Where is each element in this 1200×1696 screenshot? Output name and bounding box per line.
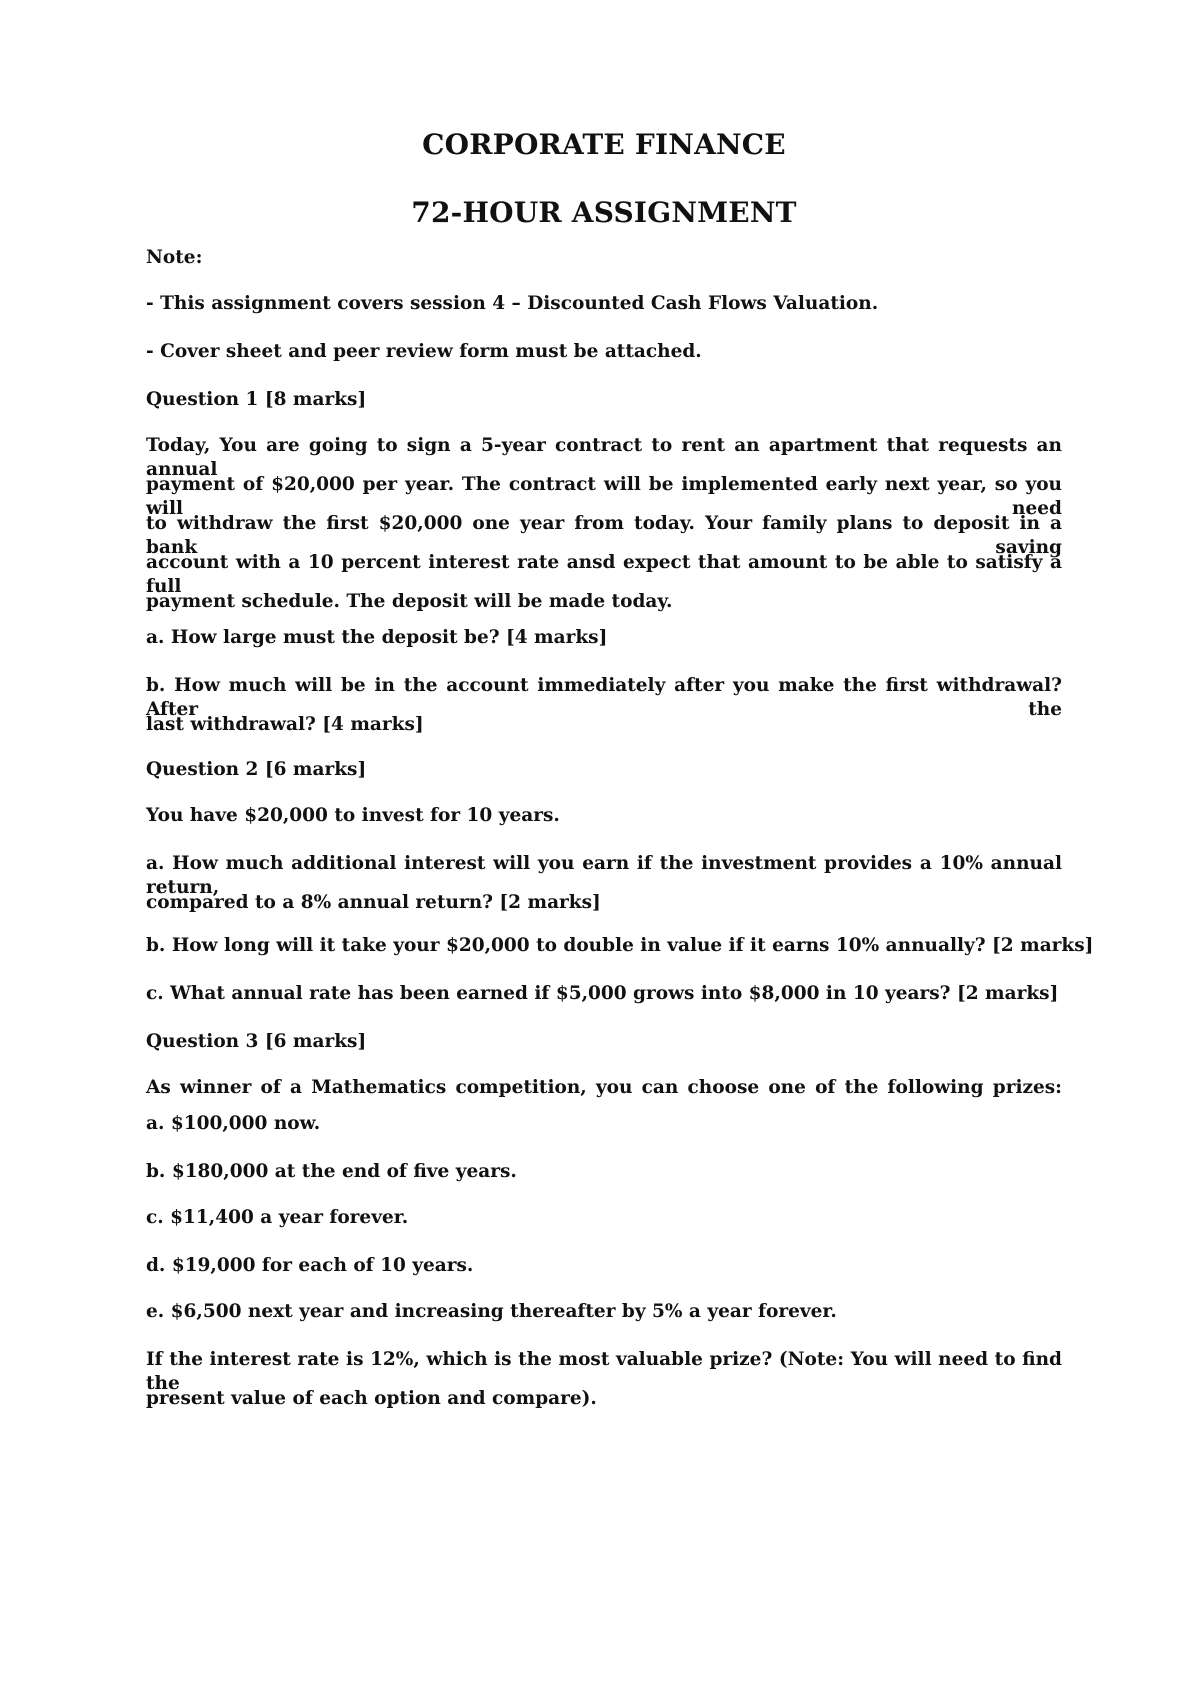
document-title: CORPORATE FINANCE bbox=[422, 128, 786, 161]
question-2-part-c: c. What annual rate has been earned if $5,000 grows into $8,000 in 10 years? [2 marks] bbox=[146, 983, 1059, 1004]
note-label: Note: bbox=[146, 247, 203, 268]
prize-option: d. $19,000 for each of 10 years. bbox=[146, 1255, 474, 1276]
question-3-question-line: present value of each option and compare). bbox=[146, 1388, 597, 1409]
prize-option: c. $11,400 a year forever. bbox=[146, 1207, 409, 1228]
question-1-body-line: payment schedule. The deposit will be made today. bbox=[146, 591, 673, 612]
question-2-part-a bbox=[146, 852, 1062, 930]
prize-option: b. $180,000 at the end of five years. bbox=[146, 1161, 517, 1182]
question-3-question bbox=[146, 1348, 1062, 1426]
question-1-part-a: a. How large must the deposit be? [4 marks] bbox=[146, 627, 608, 648]
document-subtitle: 72-HOUR ASSIGNMENT bbox=[411, 196, 797, 229]
question-2-heading: Question 2 [6 marks] bbox=[146, 759, 367, 780]
prize-option: a. $100,000 now. bbox=[146, 1113, 321, 1134]
question-3-intro-line: As winner of a Mathematics competition, you can choose one of the following prizes: bbox=[146, 1077, 1062, 1098]
question-1-part-b-line: last withdrawal? [4 marks] bbox=[146, 714, 424, 735]
question-1-body-line: payment of $20,000 per year. The contract will be implemented early next year, so you will need bbox=[146, 474, 1062, 519]
question-3-question-line: If the interest rate is 12%, which is the most valuable prize? (Note: You will need to find the bbox=[146, 1349, 1062, 1394]
question-1-body bbox=[146, 434, 1062, 629]
question-1-body-line: to withdraw the first $20,000 one year from today. Your family plans to deposit in a bank saving bbox=[146, 513, 1062, 558]
question-1-heading: Question 1 [8 marks] bbox=[146, 389, 367, 410]
note-line: - Cover sheet and peer review form must be attached. bbox=[146, 341, 702, 362]
question-2-part-a-line: a. How much additional interest will you earn if the investment provides a 10% annual return, bbox=[146, 853, 1062, 898]
question-2-part-a-line: compared to a 8% annual return? [2 marks] bbox=[146, 892, 601, 913]
question-1-part-b bbox=[146, 674, 1062, 752]
question-1-part-b-line: b. How much will be in the account immediately after you make the first withdrawal? After the bbox=[146, 675, 1062, 720]
question-2-part-b: b. How long will it take your $20,000 to double in value if it earns 10% annually? [2 marks] bbox=[146, 935, 1094, 956]
question-2-intro: You have $20,000 to invest for 10 years. bbox=[146, 805, 560, 826]
question-1-body-line: Today, You are going to sign a 5-year contract to rent an apartment that requests an annual bbox=[146, 435, 1062, 480]
question-3-intro bbox=[146, 1076, 1062, 1115]
question-1-body-line: account with a 10 percent interest rate ansd expect that amount to be able to satisfy a full bbox=[146, 552, 1062, 597]
question-3-heading: Question 3 [6 marks] bbox=[146, 1031, 367, 1052]
prize-option: e. $6,500 next year and increasing thereafter by 5% a year forever. bbox=[146, 1301, 837, 1322]
note-line: - This assignment covers session 4 – Discounted Cash Flows Valuation. bbox=[146, 293, 879, 314]
